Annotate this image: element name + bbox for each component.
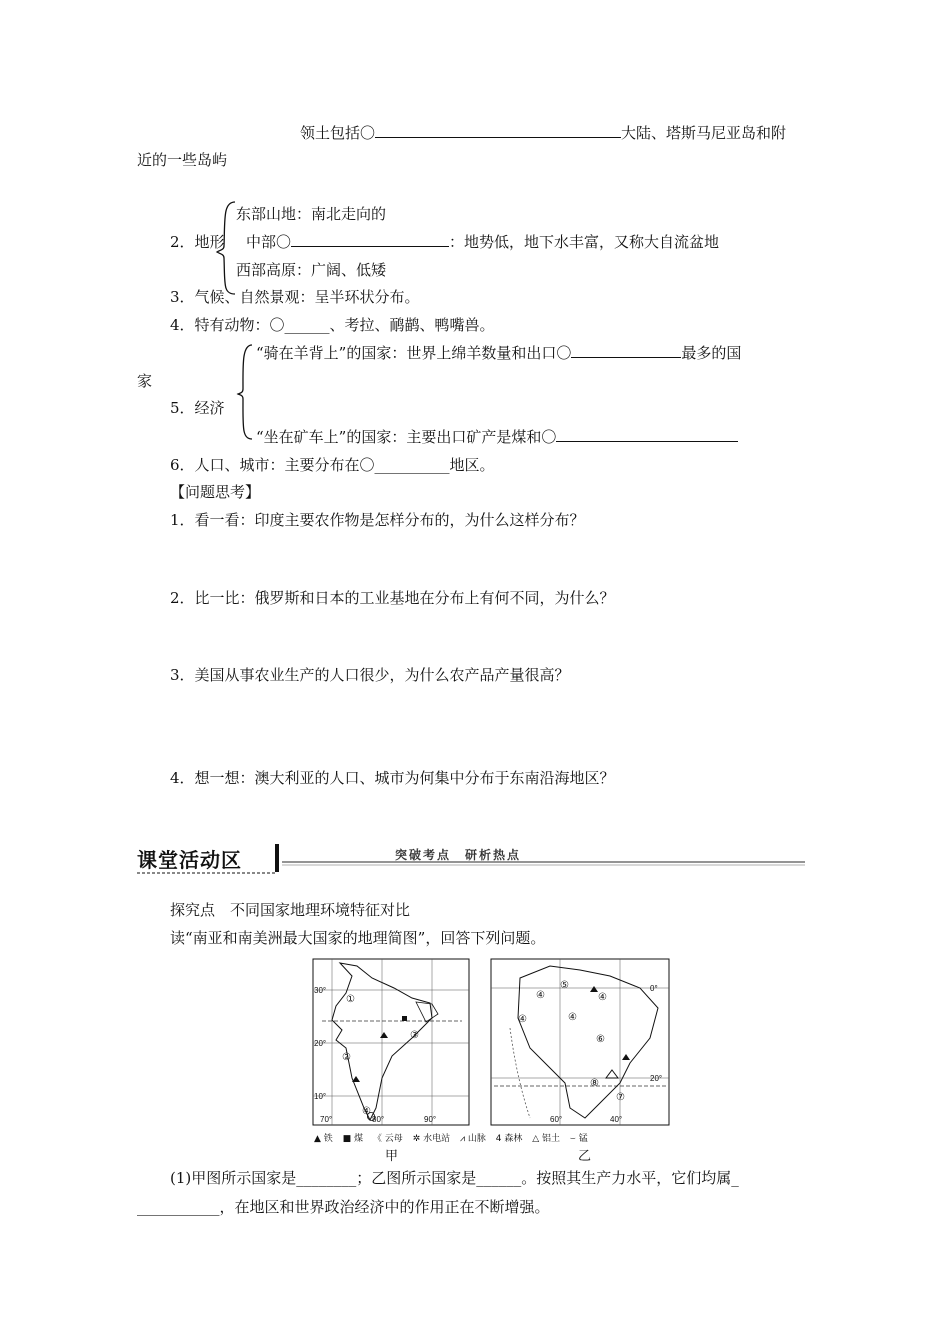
map-india-lat-20: 20° bbox=[314, 1039, 327, 1048]
territory-continuation: 近的一些岛屿 bbox=[137, 151, 228, 169]
economy-number: 5．经济 bbox=[170, 399, 225, 417]
territory-text-a: 领土包括〇 bbox=[300, 124, 376, 142]
economy-sheep-blank[interactable] bbox=[571, 343, 681, 358]
question-1: 1．看一看：印度主要农作物是怎样分布的，为什么这样分布？ bbox=[170, 511, 585, 529]
map-brazil-lon-40: 40° bbox=[610, 1115, 623, 1124]
activity-banner bbox=[137, 842, 805, 876]
question-1-line2: ___________，在地区和世界政治经济中的作用正在不断增强。 bbox=[137, 1198, 550, 1216]
map-brazil-lon-60: 60° bbox=[550, 1115, 563, 1124]
map-brazil-lat-20: 20° bbox=[650, 1074, 663, 1083]
economy-sheep-a: “骑在羊背上”的国家：世界上绵羊数量和出口〇 bbox=[256, 344, 572, 362]
population-line: 6．人口、城市：主要分布在〇__________地区。 bbox=[170, 456, 495, 474]
map-india-marker-1: ① bbox=[346, 994, 355, 1005]
economy-mine bbox=[256, 427, 738, 447]
map-legend bbox=[314, 1131, 595, 1144]
economy-sheep-b: 最多的国 bbox=[681, 344, 742, 362]
terrain-west: 西部高原：广阔、低矮 bbox=[236, 261, 387, 279]
terrain-middle bbox=[246, 232, 719, 252]
terrain-mid-blank[interactable] bbox=[291, 232, 449, 247]
map-caption-left: 甲 bbox=[385, 1149, 399, 1164]
legend-manganese: ⌣ 锰 bbox=[569, 1134, 588, 1144]
question-2: 2．比一比：俄罗斯和日本的工业基地在分布上有何不同，为什么？ bbox=[170, 589, 615, 607]
economy-sheep bbox=[256, 343, 741, 363]
map-india-marker-2: ② bbox=[342, 1052, 351, 1063]
map-india-lat-30: 30° bbox=[314, 986, 327, 995]
map-brazil-bauxite-symbol bbox=[606, 1070, 618, 1078]
banner-title: 课堂活动区 bbox=[137, 848, 242, 872]
economy-mine-blank[interactable] bbox=[556, 427, 738, 442]
economy-sheep-continuation: 家 bbox=[137, 372, 153, 390]
map-india-lon-80: 80° bbox=[372, 1115, 385, 1124]
legend-forest: 4 森林 bbox=[495, 1134, 523, 1144]
terrain-number: 2．地形 bbox=[170, 233, 225, 251]
animals-line: 4．特有动物：〇______、考拉、鸸鹋、鸭嘴兽。 bbox=[170, 316, 495, 334]
territory-text-b: 大陆、塔斯马尼亚岛和附 bbox=[621, 124, 787, 142]
explore-instruction: 读“南亚和南美洲最大国家的地理简图”，回答下列问题。 bbox=[170, 929, 546, 947]
legend-hydro: ✲ 水电站 bbox=[412, 1134, 451, 1144]
map-brazil-forest-2: ④ bbox=[568, 1012, 577, 1023]
map-india-marker-3: ③ bbox=[410, 1030, 419, 1041]
question-3: 3．美国从事农业生产的人口很少，为什么农产品产量很高？ bbox=[170, 666, 570, 684]
map-brazil-iron-symbol-2 bbox=[622, 1054, 630, 1060]
legend-coal: ■ 煤 bbox=[342, 1134, 364, 1144]
map-brazil bbox=[490, 958, 670, 1128]
map-brazil-iron-symbol bbox=[590, 986, 598, 992]
question-4: 4．想一想：澳大利亚的人口、城市为何集中分布于东南沿海地区？ bbox=[170, 769, 615, 787]
map-india-coal-symbol bbox=[402, 1016, 407, 1021]
map-india bbox=[312, 958, 470, 1128]
explore-title: 探究点 不同国家地理环境特征对比 bbox=[170, 901, 411, 919]
map-india-marker-4: ④ bbox=[362, 1106, 371, 1117]
territory-blank[interactable] bbox=[375, 123, 621, 138]
legend-mica: 《 云母 bbox=[372, 1134, 403, 1144]
map-brazil-forest-1: ④ bbox=[536, 990, 545, 1001]
economy-mine-a: “坐在矿车上”的国家：主要出口矿产是煤和〇 bbox=[256, 428, 557, 446]
legend-bauxite: △ 铝土 bbox=[532, 1134, 561, 1144]
map-brazil-lat-0: 0° bbox=[650, 984, 658, 993]
climate-line: 3．气候、自然景观：呈半环状分布。 bbox=[170, 288, 420, 306]
map-caption-right: 乙 bbox=[578, 1149, 592, 1164]
map-brazil-marker-6: ⑥ bbox=[596, 1034, 605, 1045]
map-brazil-forest-3: ④ bbox=[598, 992, 607, 1003]
map-brazil-marker-5: ⑤ bbox=[560, 980, 569, 991]
map-india-iron-symbol bbox=[380, 1032, 388, 1038]
legend-mountain: ⩘ 山脉 bbox=[459, 1134, 486, 1144]
territory-line bbox=[300, 123, 786, 143]
map-brazil-forest-4: ④ bbox=[518, 1014, 527, 1025]
banner-subtitle: 突破考点 研析热点 bbox=[395, 848, 522, 862]
map-india-iron-symbol-2 bbox=[352, 1076, 360, 1082]
legend-iron: ▲ 铁 bbox=[314, 1134, 333, 1144]
map-india-lat-10: 10° bbox=[314, 1092, 327, 1101]
map-india-lon-90: 90° bbox=[424, 1115, 437, 1124]
map-india-lon-70: 70° bbox=[320, 1115, 333, 1124]
economy-brace bbox=[236, 343, 254, 441]
question-1-line1: (1)甲图所示国家是________；乙图所示国家是______。按照其生产力水平，它们均属_ bbox=[170, 1169, 739, 1187]
terrain-mid-a: 中部〇 bbox=[246, 233, 292, 251]
map-brazil-marker-7: ⑦ bbox=[616, 1092, 625, 1103]
map-brazil-marker-8: ⑧ bbox=[590, 1078, 599, 1089]
terrain-mid-b: ：地势低，地下水丰富，又称大自流盆地 bbox=[449, 233, 720, 251]
terrain-east: 东部山地：南北走向的 bbox=[236, 205, 387, 223]
section-heading: 【问题思考】 bbox=[170, 483, 261, 501]
